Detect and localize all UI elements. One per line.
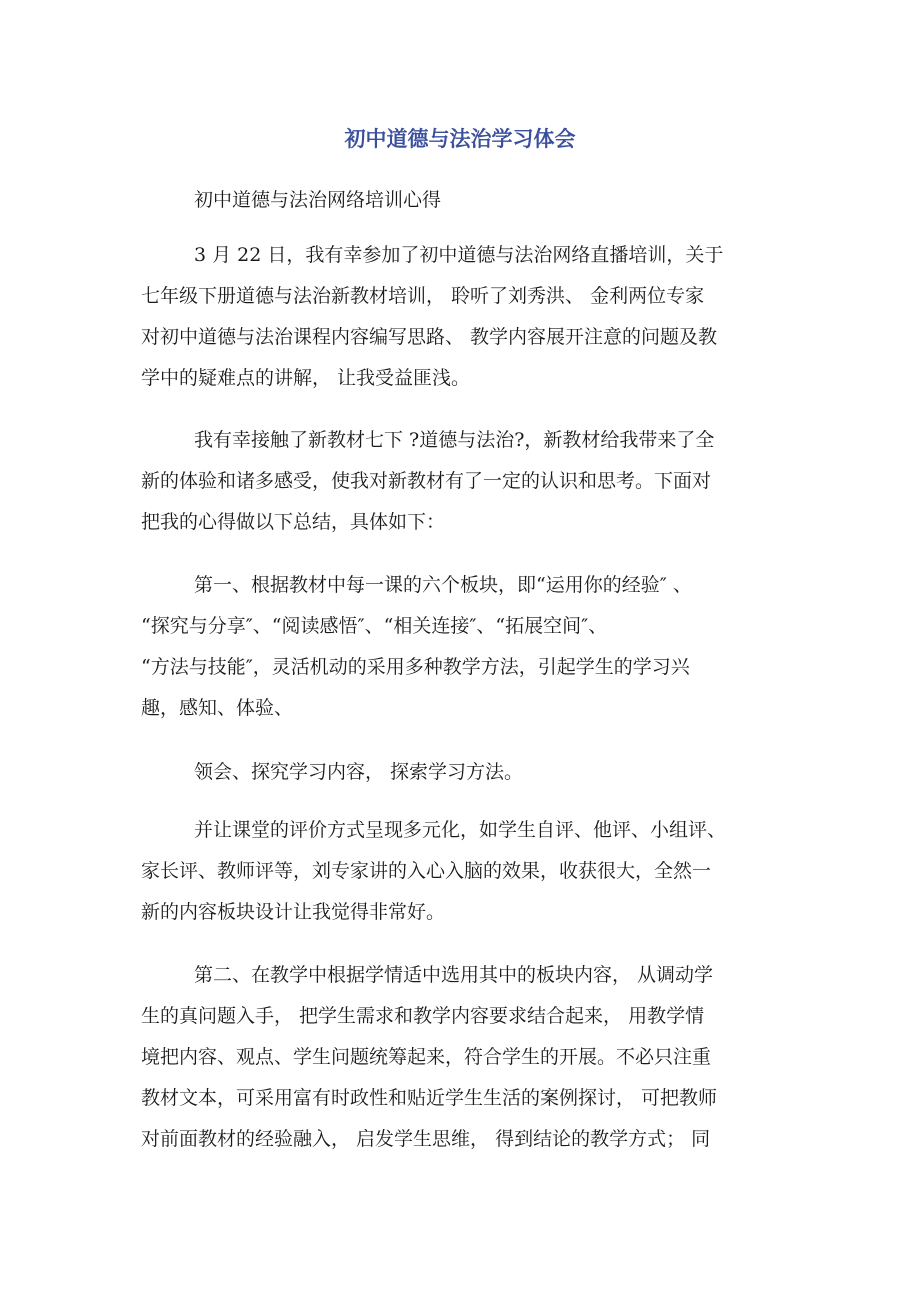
text-line: 境把内容、观点、学生问题统筹起来，符合学生的开展。不必只注重 <box>141 1046 712 1068</box>
subtitle-line: 初中道德与法治网络培训心得 <box>194 189 442 211</box>
text-line: “探究与分享″、“阅读感悟″、“相关连接″、“拓展空间″、 <box>141 615 608 637</box>
text-line: 第二、在教学中根据学情适中选用其中的板块内容， 从调动学 <box>194 964 714 986</box>
text-line: 我有幸接触了新教材七下 ?道德与法治?，新教材给我带来了全 <box>194 429 715 451</box>
text-line: 新的体验和诸多感受，使我对新教材有了一定的认识和思考。下面对 <box>141 470 712 492</box>
document-title: 初中道德与法治学习体会 <box>344 127 576 151</box>
text-line: 对前面教材的经验融入， 启发学生思维， 得到结论的教学方式； 同 <box>141 1128 711 1150</box>
paragraph-1 <box>141 235 781 399</box>
text-line: 把我的心得做以下总结，具体如下： <box>141 511 446 533</box>
text-line: 3 月 22 日，我有幸参加了初中道德与法治网络直播培训，关于 <box>194 244 724 266</box>
text-line: 学中的疑难点的讲解， 让我受益匪浅。 <box>141 367 471 389</box>
text-line: 并让课堂的评价方式呈现多元化，如学生自评、他评、小组评、 <box>194 819 727 841</box>
document-subtitle <box>141 180 781 221</box>
text-line: 教材文本，可采用富有时政性和贴近学生生活的案例探讨， 可把教师 <box>141 1087 718 1109</box>
paragraph-2 <box>141 420 781 543</box>
text-line: 对初中道德与法治课程内容编写思路、 教学内容展开注意的问题及教 <box>141 326 718 348</box>
text-line: 家长评、教师评等，刘专家讲的入心入脑的效果，收获很大，全然一 <box>141 860 712 882</box>
text-line: 第一、根据教材中每一课的六个板块，即“运用你的经验″ 、 <box>194 574 692 596</box>
paragraph-5 <box>141 810 781 933</box>
paragraph-3 <box>141 565 781 729</box>
text-line: 新的内容板块设计让我觉得非常好。 <box>141 901 446 923</box>
text-line: 领会、探究学习内容， 探索学习方法。 <box>194 761 524 783</box>
paragraph-6 <box>141 955 781 1160</box>
text-line: “方法与技能″，灵活机动的采用多种教学方法，引起学生的学习兴 <box>141 656 690 678</box>
paragraph-4 <box>141 752 781 793</box>
text-line: 生的真问题入手， 把学生需求和教学内容要求结合起来， 用教学情 <box>141 1005 705 1027</box>
text-line: 趣，感知、体验、 <box>141 697 294 719</box>
text-line: 七年级下册道德与法治新教材培训， 聆听了刘秀洪、 金利两位专家 <box>141 285 705 307</box>
